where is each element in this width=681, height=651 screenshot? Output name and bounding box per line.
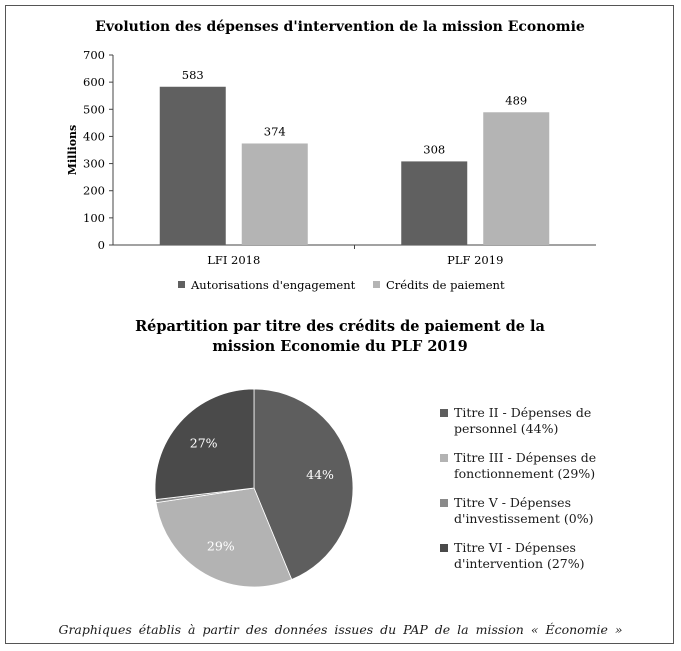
- y-tick-label: 100: [83, 210, 105, 225]
- pie-legend-swatch: [440, 409, 448, 417]
- y-tick-label: 500: [83, 102, 105, 117]
- y-tick-label: 200: [83, 183, 105, 198]
- pie-legend-label: Titre VI - Dépenses d'intervention (27%): [454, 540, 585, 571]
- bar-chart-title: Evolution des dépenses d'intervention de la mission Economie: [95, 19, 585, 35]
- y-tick-label: 0: [97, 238, 105, 252]
- pie-legend-label: Titre V - Dépenses d'investissement (0%): [454, 495, 594, 526]
- y-tick-label: 400: [83, 129, 105, 144]
- figure-caption: Graphiques établis à partir des données issues du PAP de la mission « Économie »: [58, 622, 623, 637]
- pie-chart-title-line-2: mission Economie du PLF 2019: [212, 338, 468, 355]
- pie-legend-item: [440, 405, 620, 437]
- pie-chart-title-line-1: Répartition par titre des crédits de paiement de la: [135, 318, 545, 335]
- bar-value-label: 374: [263, 124, 286, 139]
- pie-legend-swatch: [440, 499, 448, 507]
- pie-slice-label: 27%: [189, 435, 218, 451]
- pie-legend-label: Titre II - Dépenses de personnel (44%): [454, 405, 592, 436]
- bar-value-label: 583: [181, 67, 204, 82]
- pie-slice-label: 44%: [306, 466, 334, 482]
- pie-legend-item: [440, 450, 620, 482]
- y-tick-label: 300: [83, 156, 105, 171]
- legend-label: Crédits de paiement: [386, 278, 505, 292]
- y-tick-label: 700: [83, 48, 105, 62]
- y-tick-label: 600: [83, 75, 105, 90]
- pie-legend-item: [440, 495, 620, 527]
- x-tick-label: LFI 2018: [207, 253, 261, 267]
- pie-slice-label: 29%: [206, 538, 235, 554]
- pie-legend-swatch: [440, 544, 448, 552]
- pie-legend-swatch: [440, 454, 448, 462]
- bar-value-label: 308: [423, 142, 446, 157]
- pie-legend-item: [440, 540, 620, 572]
- pie-legend: [440, 405, 620, 585]
- legend-label: Autorisations d'engagement: [191, 278, 356, 292]
- x-tick-label: PLF 2019: [447, 253, 504, 267]
- pie-legend-label: Titre III - Dépenses de fonctionnement (29%): [454, 450, 597, 481]
- bar-value-label: 489: [505, 93, 528, 108]
- y-axis-label: Millions: [66, 124, 79, 176]
